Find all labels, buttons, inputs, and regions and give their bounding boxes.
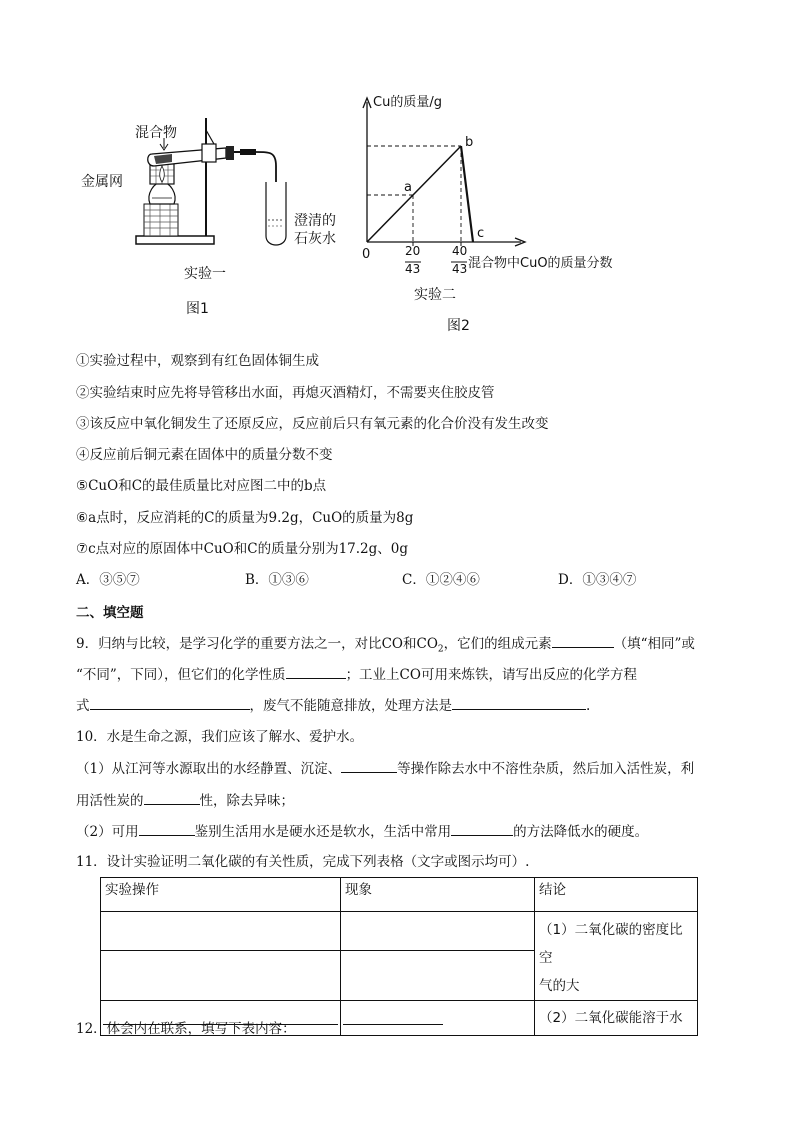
q9-text-3c: .	[586, 698, 591, 714]
q10-text-2a: （2）可用	[76, 824, 139, 840]
label-limewater-line2: 石灰水	[294, 231, 336, 247]
q9-text-1a: 9．归纳与比较，是学习化学的重要方法之一，对比CO和CO	[76, 636, 438, 652]
q9-blank-equation[interactable]	[90, 695, 250, 710]
option-a[interactable]: A．③⑤⑦	[76, 572, 140, 588]
line-b-to-c	[461, 146, 473, 242]
q9-blank-treatment[interactable]	[452, 695, 586, 710]
q9-text-1c: （填“相同”或	[613, 636, 695, 652]
q10-part2	[76, 821, 648, 842]
q11-cell-conclusion-2: （2）二氧化碳能溶于水	[535, 1001, 698, 1036]
q12-title: 12．体会内在联系，填写下表内容：	[76, 1021, 296, 1037]
q9-text-3b: ，废气不能随意排放，处理方法是	[249, 698, 452, 714]
q9-line-3	[76, 695, 590, 716]
q11-header-conclusion: 结论	[535, 878, 698, 912]
figure-2-graph	[355, 90, 535, 270]
statement-7: ⑦c点对应的原固体中CuO和C的质量分别为17.2g、0g	[76, 541, 409, 557]
figure-2-experiment-caption: 实验二	[414, 287, 456, 303]
label-mixture: 混合物	[135, 125, 177, 141]
q9-text-1b: ，它们的组成元素	[443, 636, 552, 652]
option-d[interactable]: D．①③④⑦	[558, 572, 637, 588]
q11-cell-conclusion-1	[535, 912, 698, 1001]
q9-text-2a: “不同”，下同），但它们的化学性质	[76, 667, 286, 683]
statement-2: ②实验结束时应先将导管移出水面，再熄灭酒精灯，不需要夹住胶皮管	[76, 385, 495, 401]
statement-5: ⑤CuO和C的最佳质量比对应图二中的b点	[76, 478, 327, 494]
q9-blank-properties[interactable]	[286, 664, 346, 679]
statement-4: ④反应前后铜元素在固体中的质量分数不变	[76, 447, 333, 463]
q10-text-2c: 的方法降低水的硬度。	[513, 824, 649, 840]
x-axis-label: 混合物中CuO的质量分数	[468, 256, 613, 271]
q9-blank-elements[interactable]	[552, 633, 614, 648]
q10-part1-line2	[76, 790, 294, 811]
line-origin-to-b	[367, 146, 461, 242]
q11-cell-phenomenon-1[interactable]	[341, 912, 535, 1001]
section-title: 二、填空题	[76, 605, 144, 621]
q10-blank-property[interactable]	[144, 790, 200, 805]
q11-header-operation: 实验操作	[101, 878, 341, 912]
point-c-label: c	[477, 226, 485, 241]
q9-text-3a: 式	[76, 698, 90, 714]
figure-2-caption: 图2	[447, 318, 470, 334]
q10-blank-operation[interactable]	[341, 758, 397, 773]
figure-1-caption: 图1	[186, 301, 209, 317]
q11-header-phenomenon: 现象	[341, 878, 535, 912]
y-axis-label: Cu的质量/g	[373, 95, 442, 110]
origin-label: 0	[362, 247, 371, 262]
q10-blank-soften[interactable]	[451, 821, 513, 836]
q10-text-2b: 鉴别生活用水是硬水还是软水，生活中常用	[194, 824, 452, 840]
q10-title: 10．水是生命之源，我们应该了解水、爱护水。	[76, 729, 364, 745]
tick-20-denominator: 43	[405, 262, 421, 276]
q11-table	[100, 877, 698, 1036]
tick-20-numerator: 20	[405, 244, 421, 258]
q11-conclusion-1-line2: 气的大	[539, 978, 580, 994]
label-limewater-line1: 澄清的	[294, 213, 336, 229]
q9-line-1	[76, 633, 695, 660]
q10-part1-line1	[76, 758, 694, 779]
tick-40-denominator: 43	[452, 262, 468, 276]
q11-cell-operation-1[interactable]	[101, 912, 341, 1001]
q10-blank-identify[interactable]	[139, 821, 195, 836]
point-b-label: b	[465, 135, 474, 150]
tick-40-numerator: 40	[452, 244, 468, 258]
q10-text-1d: 性，除去异味；	[199, 793, 294, 809]
figure-1-experiment-caption: 实验一	[184, 266, 226, 282]
q9-text-2b: ；工业上CO可用来炼铁，请写出反应的化学方程	[345, 667, 637, 683]
q11-conclusion-1-line1: （1）二氧化碳的密度比空	[539, 922, 683, 966]
q11-title: 11．设计实验证明二氧化碳的有关性质，完成下列表格（文字或图示均可）.	[76, 854, 530, 870]
q10-text-1b: 等操作除去水中不溶性杂质，然后加入活性炭，利	[397, 761, 695, 777]
q9-line-2	[76, 664, 637, 685]
q10-text-1a: （1）从江河等水源取出的水经静置、沉淀、	[76, 761, 342, 777]
q11-cell-phenomenon-2[interactable]	[341, 1001, 535, 1036]
q9-sub-2: 2	[437, 644, 444, 655]
label-metal-gauze: 金属网	[81, 174, 123, 190]
option-c[interactable]: C．①②④⑥	[402, 572, 480, 588]
statement-1: ①实验过程中，观察到有红色固体铜生成	[76, 353, 319, 369]
option-b[interactable]: B．①③⑥	[245, 572, 309, 588]
statement-3: ③该反应中氧化铜发生了还原反应，反应前后只有氧元素的化合价没有发生改变	[76, 416, 549, 432]
point-a-label: a	[404, 180, 412, 195]
q10-text-1c: 用活性炭的	[76, 793, 144, 809]
statement-6: ⑥a点时，反应消耗的C的质量为9.2g，CuO的质量为8g	[76, 510, 414, 526]
